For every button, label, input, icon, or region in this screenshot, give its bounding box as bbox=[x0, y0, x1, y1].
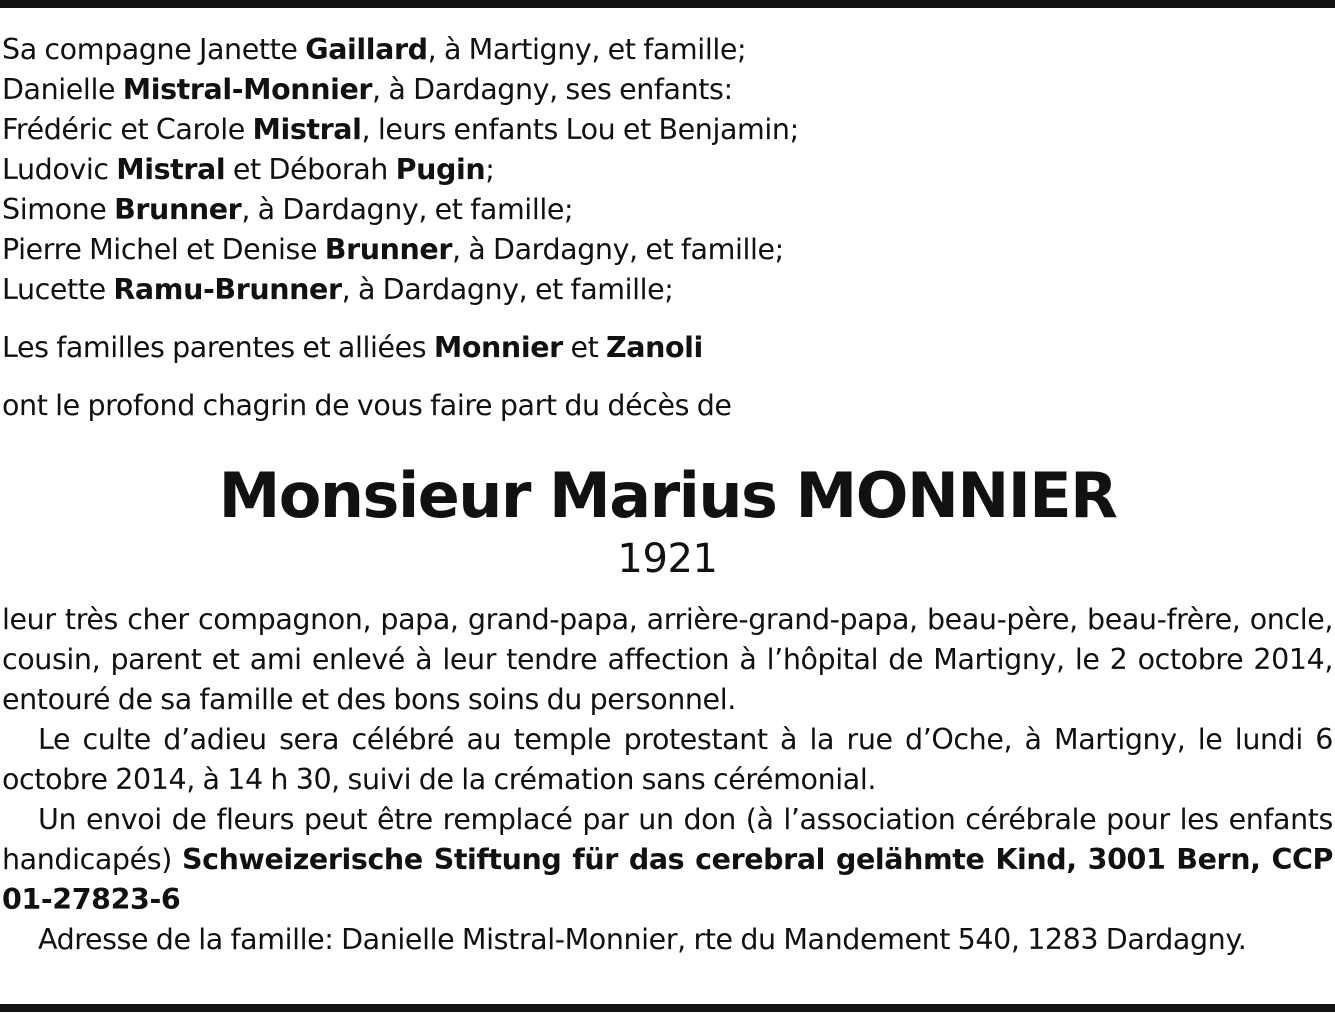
family-text: Frédéric et Carole bbox=[2, 113, 253, 146]
family-text: , à Dardagny, et famille; bbox=[451, 233, 784, 266]
family-surname: Brunner bbox=[324, 233, 452, 266]
family-surname: Mistral bbox=[252, 113, 362, 146]
family-line bbox=[2, 70, 1333, 110]
family-line bbox=[2, 190, 1333, 230]
family-text: Lucette bbox=[2, 273, 114, 306]
family-line bbox=[2, 30, 1333, 70]
deceased-name: Monsieur Marius MONNIER bbox=[218, 459, 1117, 532]
family-line bbox=[2, 270, 1333, 310]
allied-text: et bbox=[562, 331, 607, 364]
family-text: Simone bbox=[2, 193, 115, 226]
allied-surname: Monnier bbox=[433, 331, 563, 364]
family-line bbox=[2, 230, 1333, 270]
announcement-intro: ont le profond chagrin de vous faire part du décès de bbox=[2, 389, 732, 422]
top-rule bbox=[0, 0, 1335, 8]
family-line bbox=[2, 110, 1333, 150]
obituary-notice bbox=[2, 30, 1333, 960]
family-surname: Pugin bbox=[395, 153, 486, 186]
family-surname: Gaillard bbox=[305, 33, 428, 66]
family-text: Sa compagne Janette bbox=[2, 33, 306, 66]
donation-recipient: Schweizerische Stiftung für das cerebral gelähmte Kind, 3001 Bern, CCP 01-27823-6 bbox=[2, 843, 1333, 916]
family-text: , à Dardagny, et famille; bbox=[241, 193, 574, 226]
tribute-paragraph: leur très cher compagnon, papa, grand-papa, arrière-grand-papa, beau-père, beau-frère, oncle, cousin, parent et ami enlevé à leur tendre affection à l’hôpital de Martigny, le 2 octobre 2014, entouré de sa famille et des bons soins du personnel. bbox=[2, 603, 1333, 716]
family-line bbox=[2, 150, 1333, 190]
ceremony-paragraph: Le culte d’adieu sera célébré au temple protestant à la rue d’Oche, à Martigny, le lundi 6 octobre 2014, à 14 h 30, suivi de la crémation sans cérémonial. bbox=[2, 723, 1333, 796]
family-text: , à Dardagny, ses enfants: bbox=[372, 73, 733, 106]
allied-families-line bbox=[2, 328, 1333, 368]
birth-year: 1921 bbox=[617, 536, 718, 582]
allied-text: Les familles parentes et alliées bbox=[2, 331, 434, 364]
family-text: Ludovic bbox=[2, 153, 117, 186]
family-surname: Mistral bbox=[116, 153, 226, 186]
family-text: Danielle bbox=[2, 73, 123, 106]
allied-surname: Zanoli bbox=[606, 331, 703, 364]
donation-text: Un envoi de fleurs peut être remplacé par un don (à l’association cérébrale pour les enfants handicapés) bbox=[2, 803, 1333, 876]
family-text: et Déborah bbox=[225, 153, 396, 186]
family-text: Pierre Michel et Denise bbox=[2, 233, 325, 266]
family-text: ; bbox=[485, 153, 495, 186]
donation-paragraph bbox=[2, 800, 1333, 920]
bottom-rule bbox=[0, 1004, 1335, 1012]
family-text: , leurs enfants Lou et Benjamin; bbox=[361, 113, 799, 146]
family-address: Adresse de la famille: Danielle Mistral-Monnier, rte du Mandement 540, 1283 Dardagny. bbox=[38, 923, 1247, 956]
family-text: , à Martigny, et famille; bbox=[427, 33, 747, 66]
family-surname: Ramu-Brunner bbox=[113, 273, 342, 306]
family-surname: Brunner bbox=[114, 193, 242, 226]
family-surname: Mistral-Monnier bbox=[122, 73, 373, 106]
family-list bbox=[2, 30, 1333, 310]
family-text: , à Dardagny, et famille; bbox=[341, 273, 674, 306]
